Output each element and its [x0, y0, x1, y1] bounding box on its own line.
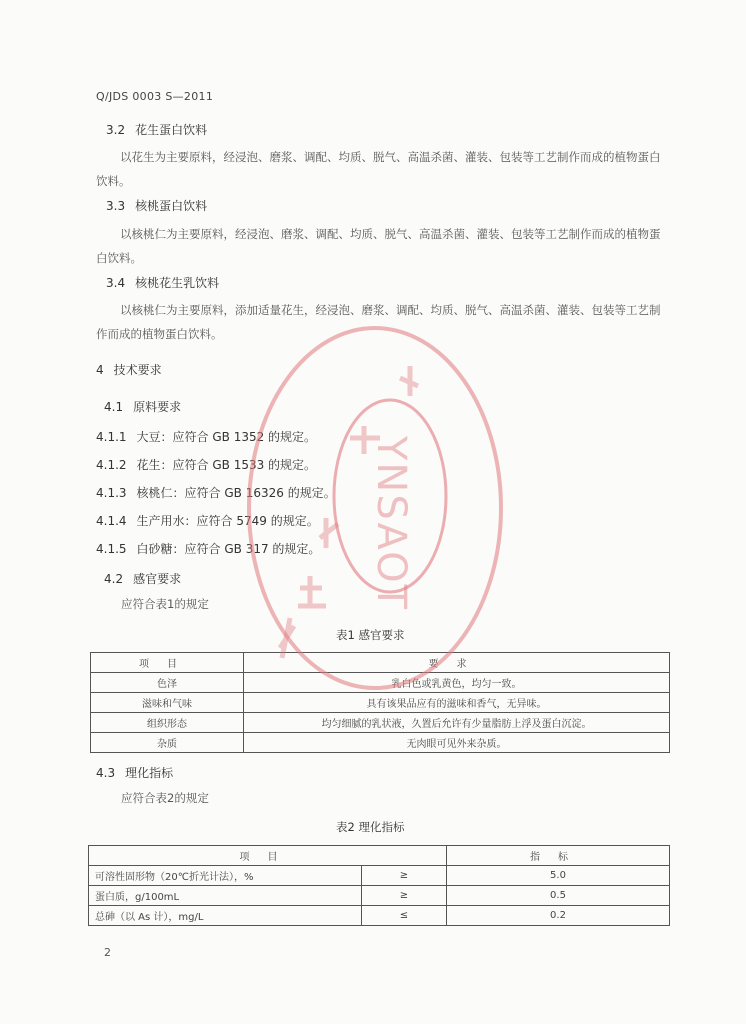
- row-item: 滋味和气味: [91, 693, 244, 713]
- section-3-3-text: 以核桃仁为主要原料，经浸泡、磨浆、调配、均质、脱气、高温杀菌、灌装、包装等工艺制作而成的植物蛋白饮料。: [96, 227, 661, 265]
- row-requirement: 具有该果品应有的滋味和香气，无异味。: [244, 693, 670, 713]
- header-item: 项目: [91, 653, 244, 673]
- section-title: 花生蛋白饮料: [135, 123, 208, 137]
- clause-text: 大豆：应符合 GB 1352 的规定。: [136, 430, 317, 444]
- clause-text: 核桃仁：应符合 GB 16326 的规定。: [136, 486, 336, 500]
- section-title: 感官要求: [133, 572, 182, 586]
- row-item: 色泽: [91, 673, 244, 693]
- section-number: 3.3: [106, 199, 126, 213]
- page-number: 2: [104, 946, 111, 959]
- official-seal-stamp: [240, 318, 510, 698]
- section-4-2-heading: [104, 570, 181, 587]
- section-title: 核桃蛋白饮料: [135, 199, 208, 213]
- physicochemical-indicators-table: [88, 845, 670, 926]
- header-requirement: 要求: [244, 653, 670, 673]
- section-3-2-heading: [106, 121, 207, 138]
- seal-text: YNSAOT: [368, 436, 414, 612]
- section-title: 理化指标: [125, 766, 174, 780]
- section-3-2-text: 以花生为主要原料，经浸泡、磨浆、调配、均质、脱气、高温杀菌、灌装、包装等工艺制作而成的植物蛋白饮料。: [96, 150, 661, 188]
- header-indicator: 指标: [447, 846, 670, 866]
- table-1-caption: 表1 感官要求: [336, 628, 405, 642]
- section-number: 3.4: [106, 276, 126, 290]
- section-3-4-heading: [106, 274, 219, 291]
- header-item: 项目: [89, 846, 447, 866]
- section-4-1-heading: [104, 398, 181, 415]
- row-requirement: 乳白色或乳黄色，均匀一致。: [244, 673, 670, 693]
- row-operator: ≤: [362, 906, 447, 926]
- row-value: 5.0: [447, 866, 670, 886]
- clause-number: 4.1.1: [96, 430, 127, 444]
- clause-text: 生产用水：应符合 5749 的规定。: [136, 514, 319, 528]
- table-row: [91, 733, 670, 753]
- table-row: [91, 713, 670, 733]
- clause-text: 花生：应符合 GB 1533 的规定。: [136, 458, 317, 472]
- section-title: 核桃花生乳饮料: [135, 276, 220, 290]
- clause-number: 4.1.2: [96, 458, 127, 472]
- table-row: [89, 886, 670, 906]
- row-item: 蛋白质，g/100mL: [89, 886, 362, 906]
- row-operator: ≥: [362, 886, 447, 906]
- section-3-4-text: 以核桃仁为主要原料，添加适量花生，经浸泡、磨浆、调配、均质、脱气、高温杀菌、灌装、包装等工艺制作而成的植物蛋白饮料。: [96, 303, 661, 341]
- section-4-heading: [96, 361, 162, 378]
- section-title: 原料要求: [133, 400, 182, 414]
- section-number: 4.1: [104, 400, 124, 414]
- clause-number: 4.1.3: [96, 486, 127, 500]
- section-3-3-heading: [106, 197, 207, 214]
- table-header-row: [89, 846, 670, 866]
- row-requirement: 无肉眼可见外来杂质。: [244, 733, 670, 753]
- section-4-3-heading: [96, 764, 173, 781]
- row-value: 0.2: [447, 906, 670, 926]
- row-requirement: 均匀细腻的乳状液，久置后允许有少量脂肪上浮及蛋白沉淀。: [244, 713, 670, 733]
- section-number: 4.2: [104, 572, 124, 586]
- table-2-caption: 表2 理化指标: [336, 820, 405, 834]
- row-item: 可溶性固形物（20℃折光计法），%: [89, 866, 362, 886]
- clause-number: 4.1.4: [96, 514, 127, 528]
- row-item: 杂质: [91, 733, 244, 753]
- row-value: 0.5: [447, 886, 670, 906]
- section-number: 4: [96, 363, 104, 377]
- section-4-3-text: 应符合表2的规定: [121, 791, 209, 805]
- section-number: 4.3: [96, 766, 116, 780]
- clause-text: 白砂糖：应符合 GB 317 的规定。: [136, 542, 321, 556]
- document-code: Q/JDS 0003 S—2011: [96, 90, 214, 103]
- row-item: 总砷（以 As 计），mg/L: [89, 906, 362, 926]
- table-row: [89, 866, 670, 886]
- section-4-2-text: 应符合表1的规定: [121, 597, 209, 611]
- clause-number: 4.1.5: [96, 542, 127, 556]
- table-row: [89, 906, 670, 926]
- row-operator: ≥: [362, 866, 447, 886]
- row-item: 组织形态: [91, 713, 244, 733]
- section-number: 3.2: [106, 123, 126, 137]
- section-title: 技术要求: [113, 363, 162, 377]
